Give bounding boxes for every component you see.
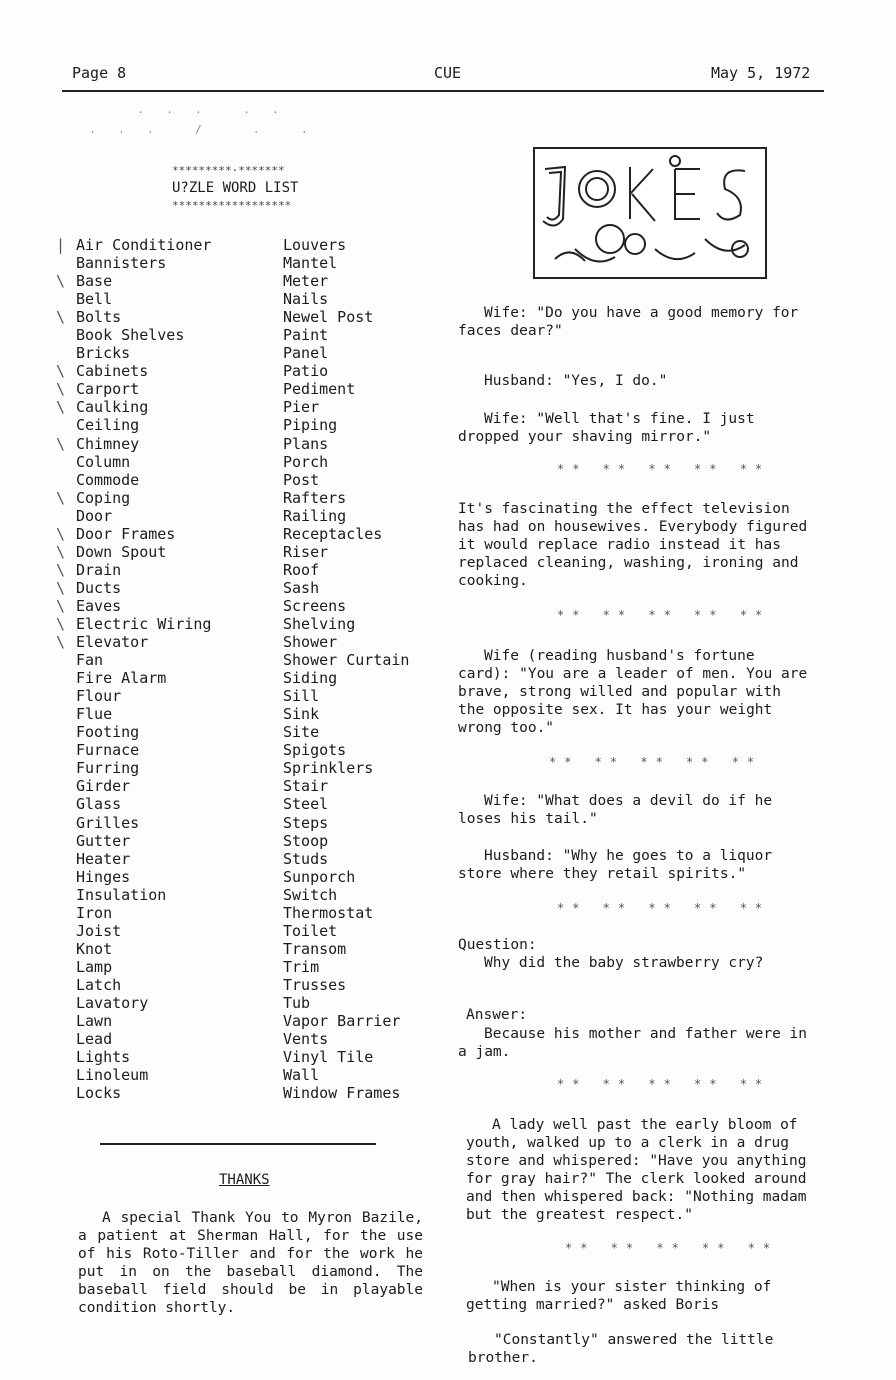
puzzle-word: Riser (283, 542, 329, 561)
puzzle-word: Ceiling (76, 416, 140, 435)
puzzle-word: Fire Alarm (76, 669, 167, 688)
puzzle-word: Shower Curtain (283, 651, 410, 670)
puzzle-word: Knot (76, 939, 113, 958)
separator: ** ** ** ** ** (557, 462, 771, 476)
puzzle-word: Thermostat (283, 903, 374, 922)
puzzle-word-column-1 (76, 236, 211, 1102)
joke-1-wife-reply: Wife: "Well that's fine. I just dropped your shaving mirror." (458, 411, 755, 445)
puzzle-word: Studs (283, 849, 329, 868)
puzzle-word: Piping (283, 416, 338, 435)
puzzle-word: Railing (283, 506, 347, 525)
thanks-title: THANKS (219, 1172, 270, 1188)
joke-5-question: Why did the baby strawberry cry? (484, 955, 764, 971)
puzzle-word: Furnace (76, 741, 140, 760)
puzzle-word: Flour (76, 687, 122, 706)
puzzle-word: Bolts (76, 308, 122, 327)
puzzle-word: Sill (283, 687, 320, 706)
puzzle-word: Louvers (283, 236, 347, 254)
puzzle-word: Stoop (283, 831, 329, 850)
puzzle-word: Chimney (76, 434, 140, 453)
jokes-banner-sketch-icon (535, 149, 765, 277)
puzzle-word: Insulation (76, 885, 167, 904)
puzzle-word: Stair (283, 777, 329, 796)
puzzle-word: Wall (283, 1066, 320, 1085)
puzzle-word: Plans (283, 434, 329, 453)
separator: ** ** ** ** ** (557, 901, 771, 915)
puzzle-word: Carport (76, 380, 140, 399)
puzzle-word: Panel (283, 344, 329, 363)
puzzle-word: Flue (76, 705, 113, 724)
puzzle-word: Linoleum (76, 1066, 149, 1085)
puzzle-word: Lead (76, 1030, 113, 1049)
puzzle-word: Vapor Barrier (283, 1012, 401, 1031)
joke-5-answer: Because his mother and father were in a jam. (458, 1026, 808, 1060)
puzzle-word: Lawn (76, 1012, 113, 1031)
puzzle-word: Coping (76, 488, 131, 507)
puzzle-word: Lights (76, 1048, 131, 1067)
page-number: Page 8 (72, 64, 127, 82)
puzzle-word: Steps (283, 813, 329, 832)
puzzle-word: Rafters (283, 488, 347, 507)
puzzle-word: Vents (283, 1030, 329, 1049)
puzzle-word: Siding (283, 669, 338, 688)
puzzle-word: Footing (76, 723, 140, 742)
puzzle-word: Pediment (283, 380, 356, 399)
joke-2: It's fascinating the effect television has had on housewives. Everybody figured it would replace radio instead it has replaced cleaning, washing, ironing and cooking. (458, 501, 808, 589)
puzzle-word: Glass (76, 795, 122, 814)
joke-3: Wife (reading husband's fortune card): "You are a leader of men. You are brave, strong willed and popular with the opposite sex. It has your weight wrong too." (458, 648, 808, 736)
puzzle-word: Ducts (76, 578, 122, 597)
puzzle-word: Iron (76, 903, 113, 922)
puzzle-word: Nails (283, 290, 329, 309)
puzzle-word: Sprinklers (283, 759, 374, 778)
puzzle-word: Tub (283, 993, 311, 1012)
joke-6: A lady well past the early bloom of youth, walked up to a clerk in a drug store and whispered: "Have you anything for gray hair?" The clerk looked around and then whispered back: "Nothing madam but the greatest respect." (466, 1117, 807, 1223)
puzzle-word: Switch (283, 885, 338, 904)
puzzle-word: Meter (283, 272, 329, 291)
puzzle-stars-bottom: ****************** (172, 199, 292, 212)
puzzle-word: Eaves (76, 596, 122, 615)
puzzle-word: Pier (283, 398, 320, 417)
puzzle-word: Door (76, 506, 113, 525)
joke-4-wife: Wife: "What does a devil do if he loses his tail." (458, 793, 773, 827)
puzzle-word: Lamp (76, 957, 113, 976)
puzzle-word: Screens (283, 596, 347, 615)
puzzle-word: Locks (76, 1084, 122, 1103)
puzzle-word: Lavatory (76, 993, 149, 1012)
joke-7-question: "When is your sister thinking of getting married?" asked Boris (466, 1279, 772, 1313)
puzzle-word: Paint (283, 326, 329, 345)
faint-marks: . . . . . . . . / . . (89, 103, 311, 136)
thanks-body: A special Thank You to Myron Bazile, a patient at Sherman Hall, for the use of his Roto-Tiller and for the work he put in on the baseball diamond. The baseball field should be in playable condition shortly. (78, 1210, 423, 1316)
puzzle-word: Elevator (76, 633, 149, 652)
puzzle-word: Fan (76, 651, 104, 670)
puzzle-word: Bannisters (76, 254, 167, 273)
joke-7-answer: "Constantly" answered the little brother. (468, 1332, 774, 1366)
puzzle-word: Patio (283, 362, 329, 381)
puzzle-word: Furring (76, 759, 140, 778)
issue-date: May 5, 1972 (711, 64, 811, 82)
puzzle-title: U?ZLE WORD LIST (172, 180, 299, 196)
puzzle-word: Sunporch (283, 867, 356, 886)
puzzle-word: Book Shelves (76, 326, 185, 345)
puzzle-word: Trim (283, 957, 320, 976)
puzzle-word: Caulking (76, 398, 149, 417)
joke-1-wife: Wife: "Do you have a good memory for faces dear?" (458, 305, 799, 339)
thanks-rule (100, 1143, 376, 1145)
puzzle-word: Joist (76, 921, 122, 940)
puzzle-word: Electric Wiring (76, 614, 212, 633)
puzzle-word: Heater (76, 849, 131, 868)
puzzle-word-column-2 (283, 236, 409, 1102)
puzzle-word: Steel (283, 795, 329, 814)
separator: ** ** ** ** ** (565, 1241, 779, 1255)
separator: ** ** ** ** ** (557, 608, 771, 622)
puzzle-word: Latch (76, 975, 122, 994)
header-rule (62, 90, 824, 92)
jokes-banner-drawing (533, 147, 767, 279)
puzzle-word: Window Frames (283, 1084, 401, 1103)
puzzle-word: Transom (283, 939, 347, 958)
puzzle-word: Door Frames (76, 524, 176, 543)
puzzle-word: Commode (76, 470, 140, 489)
newsletter-title: CUE (434, 64, 462, 82)
puzzle-word: Bricks (76, 344, 131, 363)
joke-4-husband: Husband: "Why he goes to a liquor store where they retail spirits." (458, 848, 773, 882)
checkmarks: | \ \ \ \ \ \ \ \ \ \ \ \ \ \ (56, 236, 66, 652)
puzzle-word: Receptacles (283, 524, 383, 543)
puzzle-word: Base (76, 272, 113, 291)
puzzle-word: Post (283, 470, 320, 489)
puzzle-word: Porch (283, 452, 329, 471)
puzzle-word: Site (283, 723, 320, 742)
puzzle-word: Drain (76, 560, 122, 579)
puzzle-stars-top: *********·******* (172, 164, 285, 177)
joke-5-answer-label: Answer: (466, 1007, 528, 1023)
joke-1-husband: Husband: "Yes, I do." (484, 373, 668, 389)
puzzle-word: Toilet (283, 921, 338, 940)
puzzle-word: Roof (283, 560, 320, 579)
puzzle-word: Air Conditioner (76, 236, 212, 254)
puzzle-word: Column (76, 452, 131, 471)
puzzle-word: Girder (76, 777, 131, 796)
puzzle-word: Vinyl Tile (283, 1048, 374, 1067)
puzzle-word: Spigots (283, 741, 347, 760)
puzzle-word: Mantel (283, 254, 338, 273)
separator: ** ** ** ** ** (549, 755, 763, 769)
puzzle-word: Sink (283, 705, 320, 724)
puzzle-word: Bell (76, 290, 113, 309)
puzzle-word: Down Spout (76, 542, 167, 561)
puzzle-word: Shower (283, 633, 338, 652)
puzzle-word: Hinges (76, 867, 131, 886)
separator: ** ** ** ** ** (557, 1077, 771, 1091)
puzzle-word: Gutter (76, 831, 131, 850)
puzzle-word: Sash (283, 578, 320, 597)
puzzle-word: Trusses (283, 975, 347, 994)
puzzle-word: Newel Post (283, 308, 374, 327)
puzzle-word: Cabinets (76, 362, 149, 381)
puzzle-word: Grilles (76, 813, 140, 832)
puzzle-word: Shelving (283, 614, 356, 633)
joke-5-question-label: Question: (458, 937, 537, 953)
